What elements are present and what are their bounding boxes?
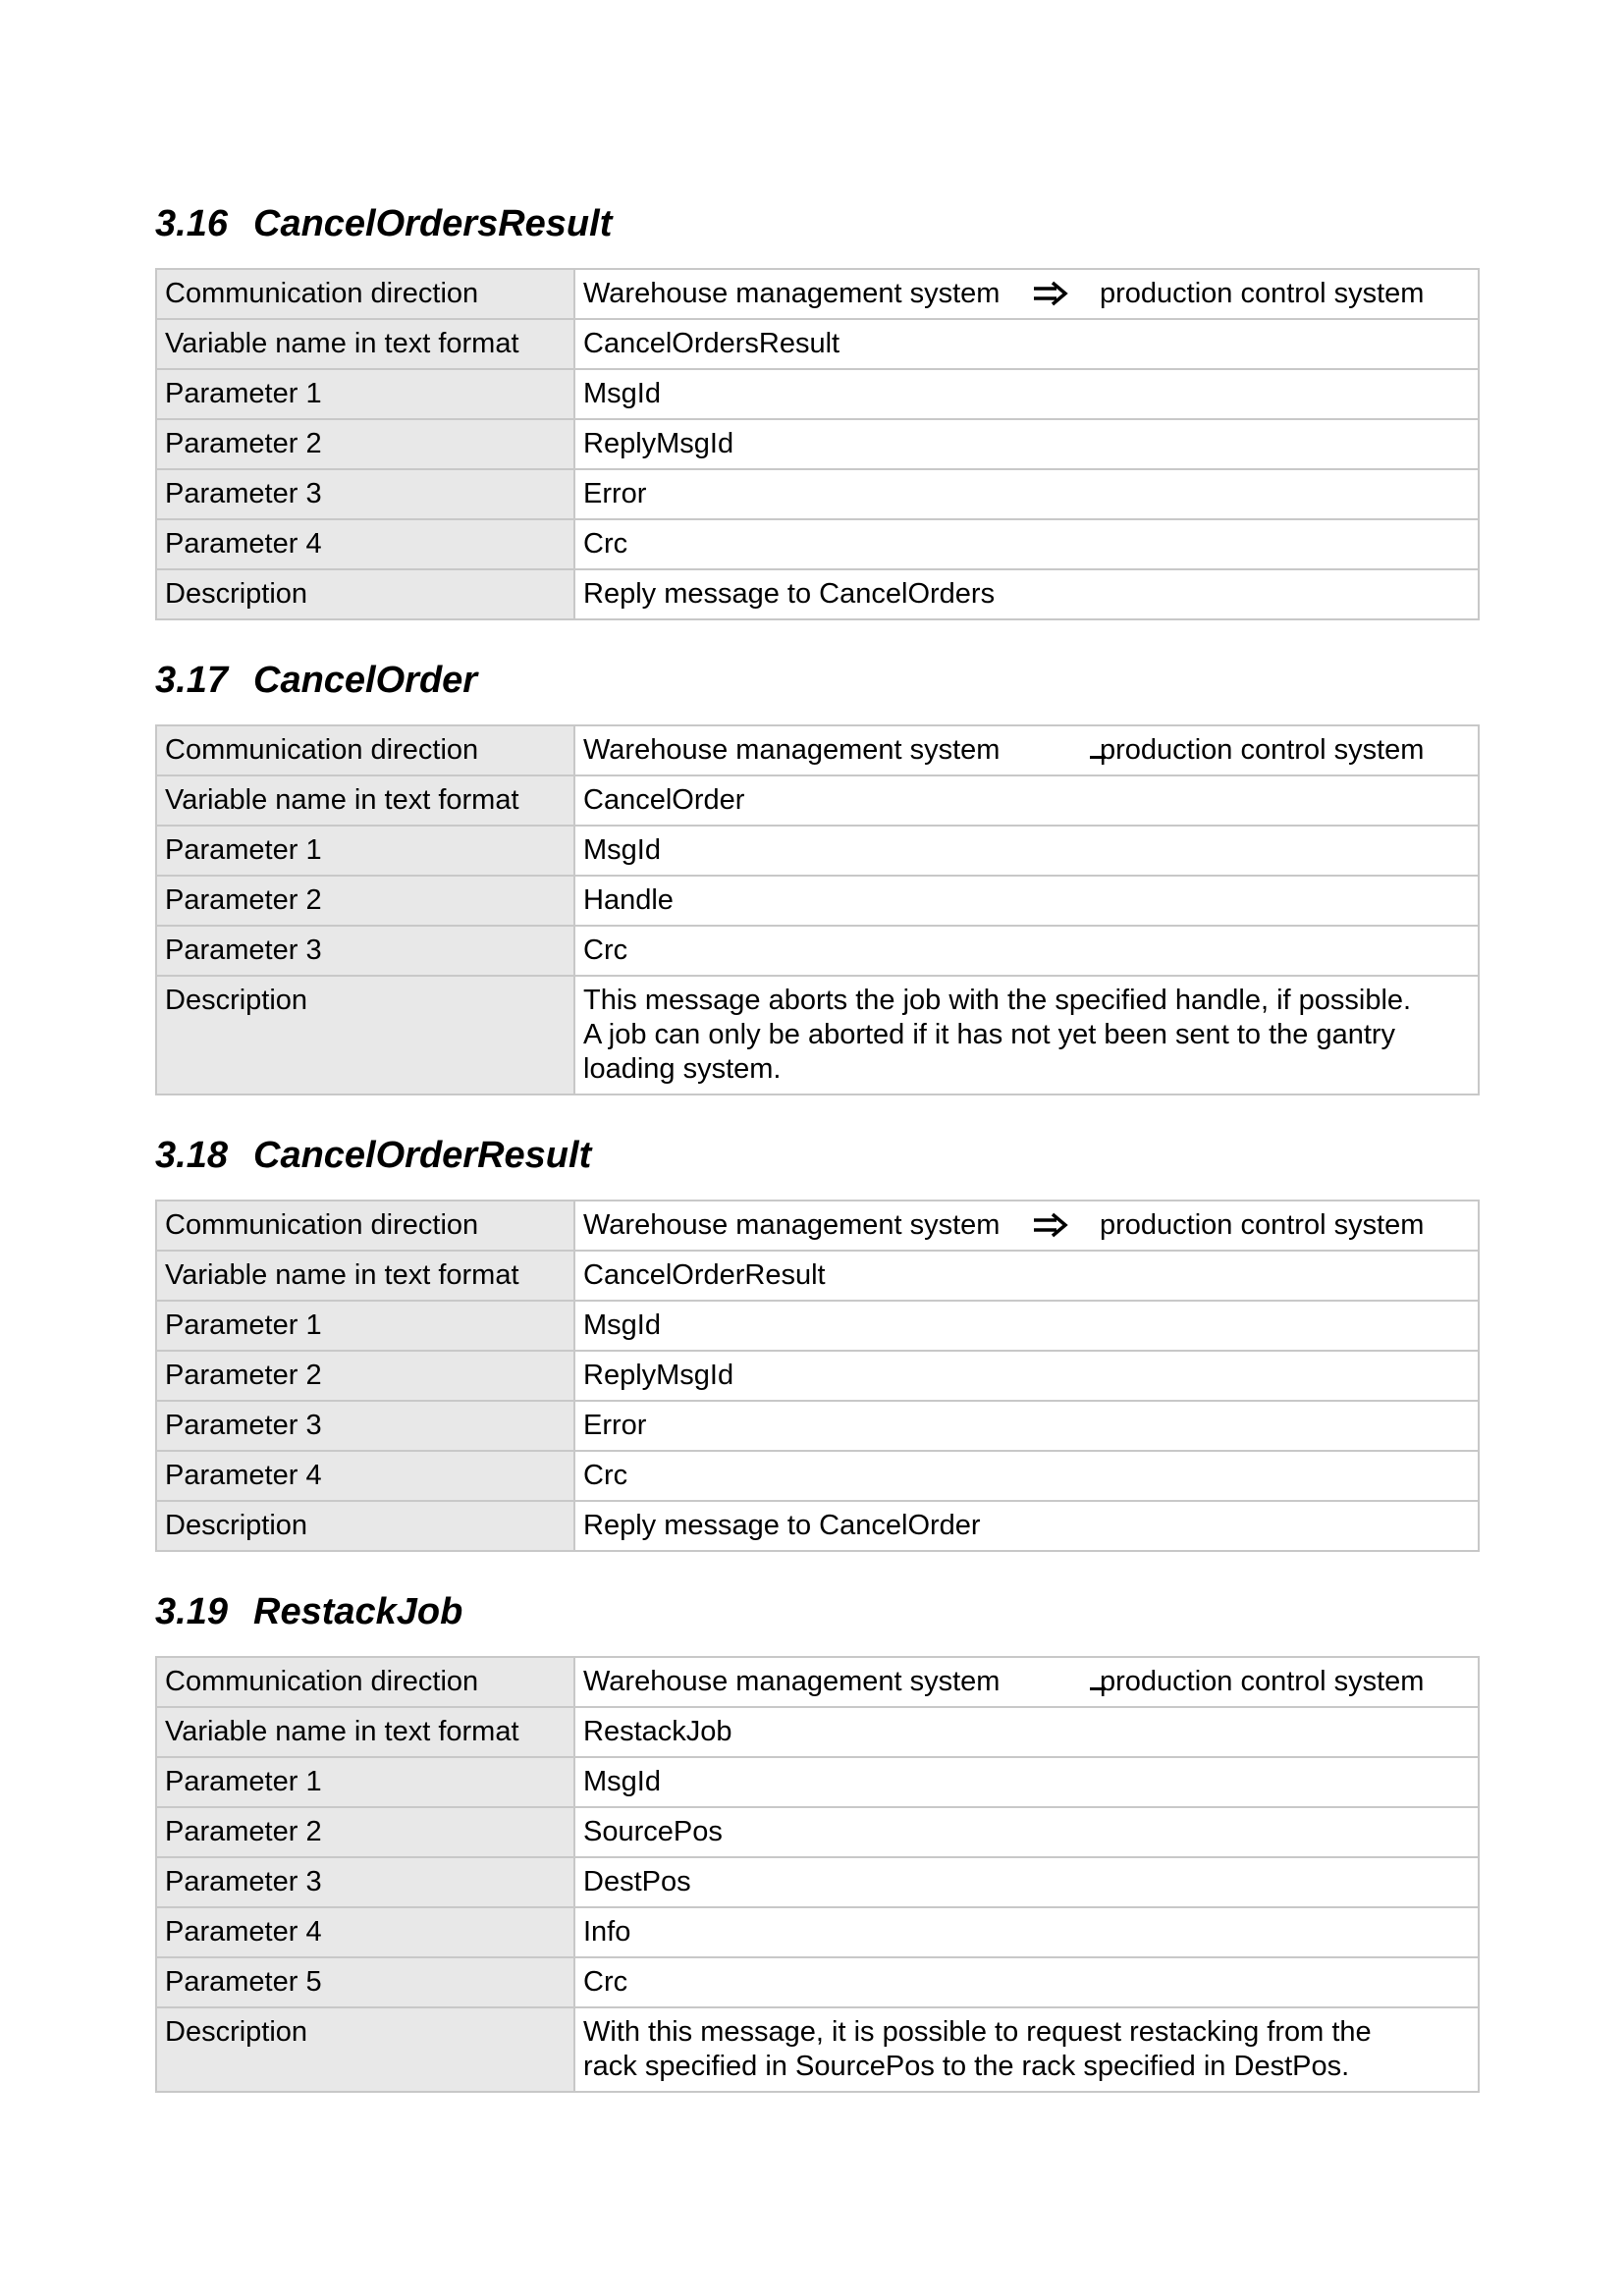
communication-direction	[583, 733, 1470, 768]
direction-target: production control system	[1100, 1209, 1425, 1241]
row-value: RestackJob	[574, 1707, 1479, 1757]
spec-row	[156, 269, 1479, 319]
section-heading	[155, 201, 1480, 246]
row-label: Parameter 1	[156, 826, 574, 876]
spec-row	[156, 826, 1479, 876]
row-label: Parameter 2	[156, 1807, 574, 1857]
row-value: Crc	[574, 1957, 1479, 2007]
row-label: Parameter 4	[156, 519, 574, 569]
direction-target: production control system	[1100, 278, 1425, 309]
row-label: Parameter 2	[156, 1351, 574, 1401]
direction-target: production control system	[1100, 734, 1425, 766]
direction-source: Warehouse management system	[583, 278, 1001, 309]
row-label: Communication direction	[156, 1657, 574, 1707]
spec-row	[156, 1757, 1479, 1807]
communication-direction	[583, 1208, 1470, 1243]
section-name: CancelOrderResult	[253, 1135, 592, 1176]
row-label: Variable name in text format	[156, 775, 574, 826]
spec-row	[156, 1201, 1479, 1251]
spec-row	[156, 2007, 1479, 2092]
section-number: 3.19	[155, 1591, 228, 1632]
row-value: Error	[574, 469, 1479, 519]
section-3-19	[155, 1589, 1480, 2093]
direction-target: production control system	[1100, 1666, 1425, 1697]
row-label: Parameter 3	[156, 1857, 574, 1907]
row-value: CancelOrder	[574, 775, 1479, 826]
row-value: Info	[574, 1907, 1479, 1957]
section-3-16	[155, 201, 1480, 620]
row-value: Crc	[574, 519, 1479, 569]
row-value: Error	[574, 1401, 1479, 1451]
section-3-17	[155, 658, 1480, 1095]
spec-row	[156, 1957, 1479, 2007]
row-label: Parameter 1	[156, 1301, 574, 1351]
description-line: With this message, it is possible to request restacking from the	[583, 2016, 1372, 2048]
spec-row	[156, 569, 1479, 619]
section-name: RestackJob	[253, 1591, 463, 1632]
spec-row	[156, 926, 1479, 976]
row-value: Reply message to CancelOrder	[574, 1501, 1479, 1551]
row-label: Variable name in text format	[156, 1251, 574, 1301]
section-heading	[155, 658, 1480, 703]
description-line: A job can only be aborted if it has not yet been sent to the gantry	[583, 1019, 1396, 1050]
spec-row	[156, 319, 1479, 369]
spec-row	[156, 1807, 1479, 1857]
row-label: Communication direction	[156, 1201, 574, 1251]
row-label: Parameter 3	[156, 926, 574, 976]
row-value: Reply message to CancelOrders	[574, 569, 1479, 619]
spec-row	[156, 1707, 1479, 1757]
spec-row	[156, 1657, 1479, 1707]
spec-table	[155, 724, 1480, 1095]
spec-row	[156, 369, 1479, 419]
description-line: rack specified in SourcePos to the rack specified in DestPos.	[583, 2051, 1350, 2082]
direction-source: Warehouse management system	[583, 1209, 1001, 1241]
spec-table	[155, 1656, 1480, 2093]
spec-row	[156, 519, 1479, 569]
spec-row	[156, 1907, 1479, 1957]
row-label: Description	[156, 1501, 574, 1551]
row-label: Communication direction	[156, 269, 574, 319]
row-value: DestPos	[574, 1857, 1479, 1907]
section-heading	[155, 1133, 1480, 1178]
row-value: Crc	[574, 1451, 1479, 1501]
spec-row	[156, 1301, 1479, 1351]
section-name: CancelOrdersResult	[253, 203, 613, 244]
direction-source: Warehouse management system	[583, 734, 1001, 766]
row-value	[574, 269, 1479, 319]
row-label: Variable name in text format	[156, 319, 574, 369]
row-label: Parameter 1	[156, 369, 574, 419]
row-label: Variable name in text format	[156, 1707, 574, 1757]
row-value: CancelOrderResult	[574, 1251, 1479, 1301]
row-label: Parameter 2	[156, 876, 574, 926]
row-label: Parameter 3	[156, 1401, 574, 1451]
row-label: Parameter 4	[156, 1451, 574, 1501]
row-label: Parameter 1	[156, 1757, 574, 1807]
spec-table	[155, 268, 1480, 620]
document-page	[155, 201, 1480, 2130]
double-right-arrow-icon	[1031, 277, 1070, 311]
direction-source: Warehouse management system	[583, 1666, 1001, 1697]
row-label: Description	[156, 976, 574, 1095]
spec-row	[156, 1401, 1479, 1451]
communication-direction	[583, 1665, 1470, 1699]
row-value: MsgId	[574, 826, 1479, 876]
section-heading	[155, 1589, 1480, 1634]
row-label: Parameter 2	[156, 419, 574, 469]
row-value: ReplyMsgId	[574, 419, 1479, 469]
spec-row	[156, 876, 1479, 926]
section-number: 3.17	[155, 660, 228, 701]
spec-row	[156, 419, 1479, 469]
row-value: Handle	[574, 876, 1479, 926]
row-value: MsgId	[574, 1301, 1479, 1351]
spec-row	[156, 469, 1479, 519]
row-value: Crc	[574, 926, 1479, 976]
communication-direction	[583, 277, 1470, 311]
row-label: Parameter 4	[156, 1907, 574, 1957]
spec-row	[156, 976, 1479, 1095]
row-value	[574, 725, 1479, 775]
row-value	[574, 1657, 1479, 1707]
spec-row	[156, 1351, 1479, 1401]
spec-row	[156, 775, 1479, 826]
row-value	[574, 1201, 1479, 1251]
section-number: 3.18	[155, 1135, 228, 1176]
spec-row	[156, 725, 1479, 775]
row-value: ReplyMsgId	[574, 1351, 1479, 1401]
description-line: This message aborts the job with the specified handle, if possible.	[583, 985, 1412, 1016]
row-value: SourcePos	[574, 1807, 1479, 1857]
row-value	[574, 2007, 1479, 2092]
row-value: CancelOrdersResult	[574, 319, 1479, 369]
section-number: 3.16	[155, 203, 228, 244]
row-label: Description	[156, 569, 574, 619]
spec-row	[156, 1857, 1479, 1907]
spec-row	[156, 1251, 1479, 1301]
row-value	[574, 976, 1479, 1095]
section-name: CancelOrder	[253, 660, 478, 701]
section-3-18	[155, 1133, 1480, 1552]
description-line: loading system.	[583, 1053, 782, 1085]
double-right-arrow-icon	[1031, 1208, 1070, 1243]
row-value: MsgId	[574, 369, 1479, 419]
spec-table	[155, 1200, 1480, 1552]
row-label: Parameter 3	[156, 469, 574, 519]
row-label: Parameter 5	[156, 1957, 574, 2007]
row-label: Description	[156, 2007, 574, 2092]
spec-row	[156, 1451, 1479, 1501]
spec-row	[156, 1501, 1479, 1551]
row-value: MsgId	[574, 1757, 1479, 1807]
row-label: Communication direction	[156, 725, 574, 775]
